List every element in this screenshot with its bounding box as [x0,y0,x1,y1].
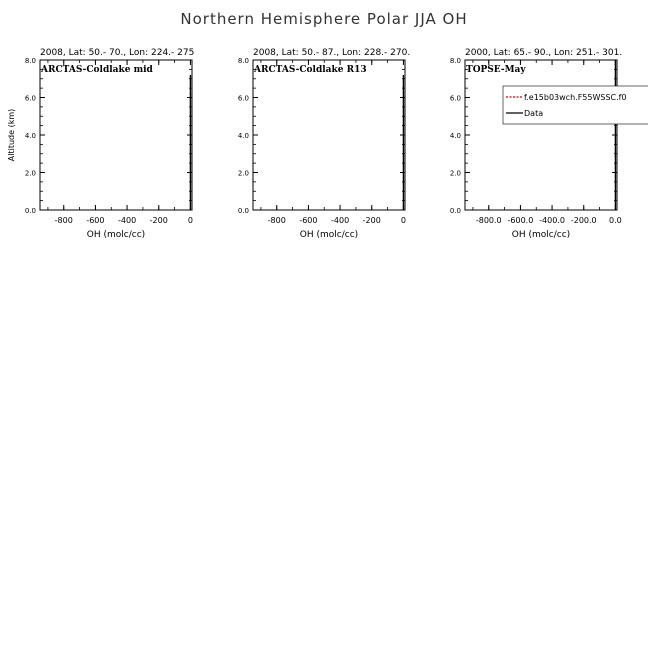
x-axis-label: OH (molc/cc) [86,230,146,240]
x-axis-label: OH (molc/cc) [299,230,359,240]
x-tick-label: -800 [267,216,286,225]
y-tick-label: 6.0 [237,94,249,103]
x-axis-label: OH (molc/cc) [511,230,571,240]
plot-frame [253,60,405,210]
x-tick-label: -200 [149,216,168,225]
chart-panel-1 [7,48,194,240]
chart-panel-3 [450,48,648,240]
x-tick-label: -400 [118,216,137,225]
y-tick-label: 8.0 [237,57,249,65]
y-tick-label: 4.0 [449,132,461,140]
y-tick-label: 4.0 [237,132,249,140]
legend-label: f.e15b03wch.F55WSSC.f0 [524,93,627,102]
x-tick-label: -200 [362,216,381,225]
x-tick-label: -200.0 [570,216,597,225]
y-axis-label: Altitude (km) [7,108,16,162]
panel-header: 2008, Lat: 50.- 87., Lon: 228.- 270. [253,48,411,58]
panel-header: 2000, Lat: 65.- 90., Lon: 251.- 301. [465,48,623,58]
panel-label: ARCTAS-Coldlake mid [41,65,153,75]
x-tick-label: -800 [54,216,73,225]
x-tick-label: -600 [299,216,318,225]
x-tick-label: 0 [187,216,193,225]
x-tick-label: -400 [331,216,350,225]
y-tick-label: 0.0 [24,207,36,215]
plot-frame [465,60,617,210]
y-tick-label: 4.0 [24,132,36,140]
x-tick-label: -400.0 [539,216,565,225]
y-tick-label: 8.0 [449,57,461,65]
y-tick-label: 6.0 [449,94,461,103]
y-tick-label: 2.0 [237,169,249,178]
panel-header: 2008, Lat: 50.- 70., Lon: 224.- 275 [40,48,195,58]
y-tick-label: 6.0 [24,94,36,103]
x-tick-label: 0 [400,216,406,225]
x-tick-label: -800.0 [475,216,502,225]
x-tick-label: 0.0 [609,216,622,225]
panel-label: TOPSE-May [466,65,526,75]
y-tick-label: 0.0 [449,207,461,215]
legend-box [503,86,648,124]
plot-frame [40,60,192,210]
figure-title: Northern Hemisphere Polar JJA OH [180,10,468,28]
x-tick-label: -600 [86,216,105,225]
y-tick-label: 8.0 [24,57,36,65]
chart-panel-2 [238,48,410,240]
legend-label: Data [524,109,544,118]
y-tick-label: 2.0 [449,169,461,178]
x-tick-label: -600.0 [507,216,534,225]
y-tick-label: 0.0 [237,207,249,215]
y-tick-label: 2.0 [24,169,36,178]
panel-label: ARCTAS-Coldlake R13 [254,65,367,75]
